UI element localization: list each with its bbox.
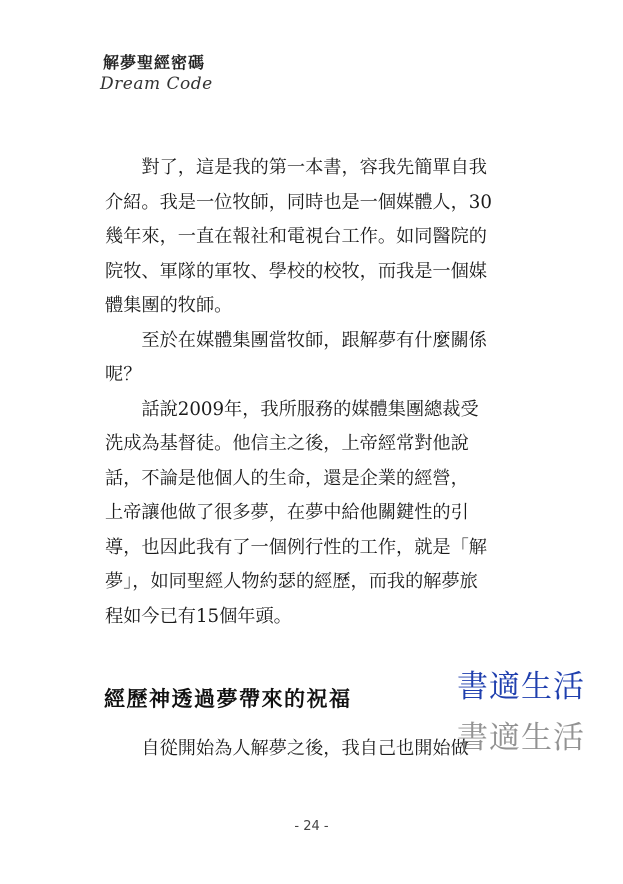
section-paragraph — [105, 732, 515, 767]
watermark-secondary: 書適生活 — [457, 720, 585, 756]
running-header-title: 解夢聖經密碼 — [103, 53, 206, 72]
page-number: - 24 - — [294, 819, 329, 834]
section-heading: 經歷神透過夢帶來的祝福 — [104, 687, 352, 711]
body-text — [105, 151, 515, 634]
watermark-primary: 書適生活 — [457, 669, 585, 705]
paragraph-3: 話說2009年，我所服務的媒體集團總裁受 洗成為基督徒。他信主之後，上帝經常對他說 話，不論是他個人的生命，還是企業的經營， 上帝讓他做了很多夢，在夢中給他關鍵性的引 導，也因此我有了一個例行性的工作，就是「解 夢」，如同聖經人物約瑟的經歷，而我的解夢旅 程如今已有15個年頭。 — [105, 398, 487, 627]
paragraph-2: 至於在媒體集團當牧師，跟解夢有什麼關係 呢？ — [105, 329, 487, 385]
paragraph-1: 對了，這是我的第一本書，容我先簡單自我 介紹。我是一位牧師，同時也是一個媒體人，30 幾年來，一直在報社和電視台工作。如同醫院的 院牧、軍隊的軍牧、學校的校牧，而我是一個媒 體集團的牧師。 — [105, 157, 492, 316]
running-header-subtitle: Dream Code — [100, 74, 213, 94]
section-first-line: 自從開始為人解夢之後，我自己也開始做 — [141, 738, 469, 759]
